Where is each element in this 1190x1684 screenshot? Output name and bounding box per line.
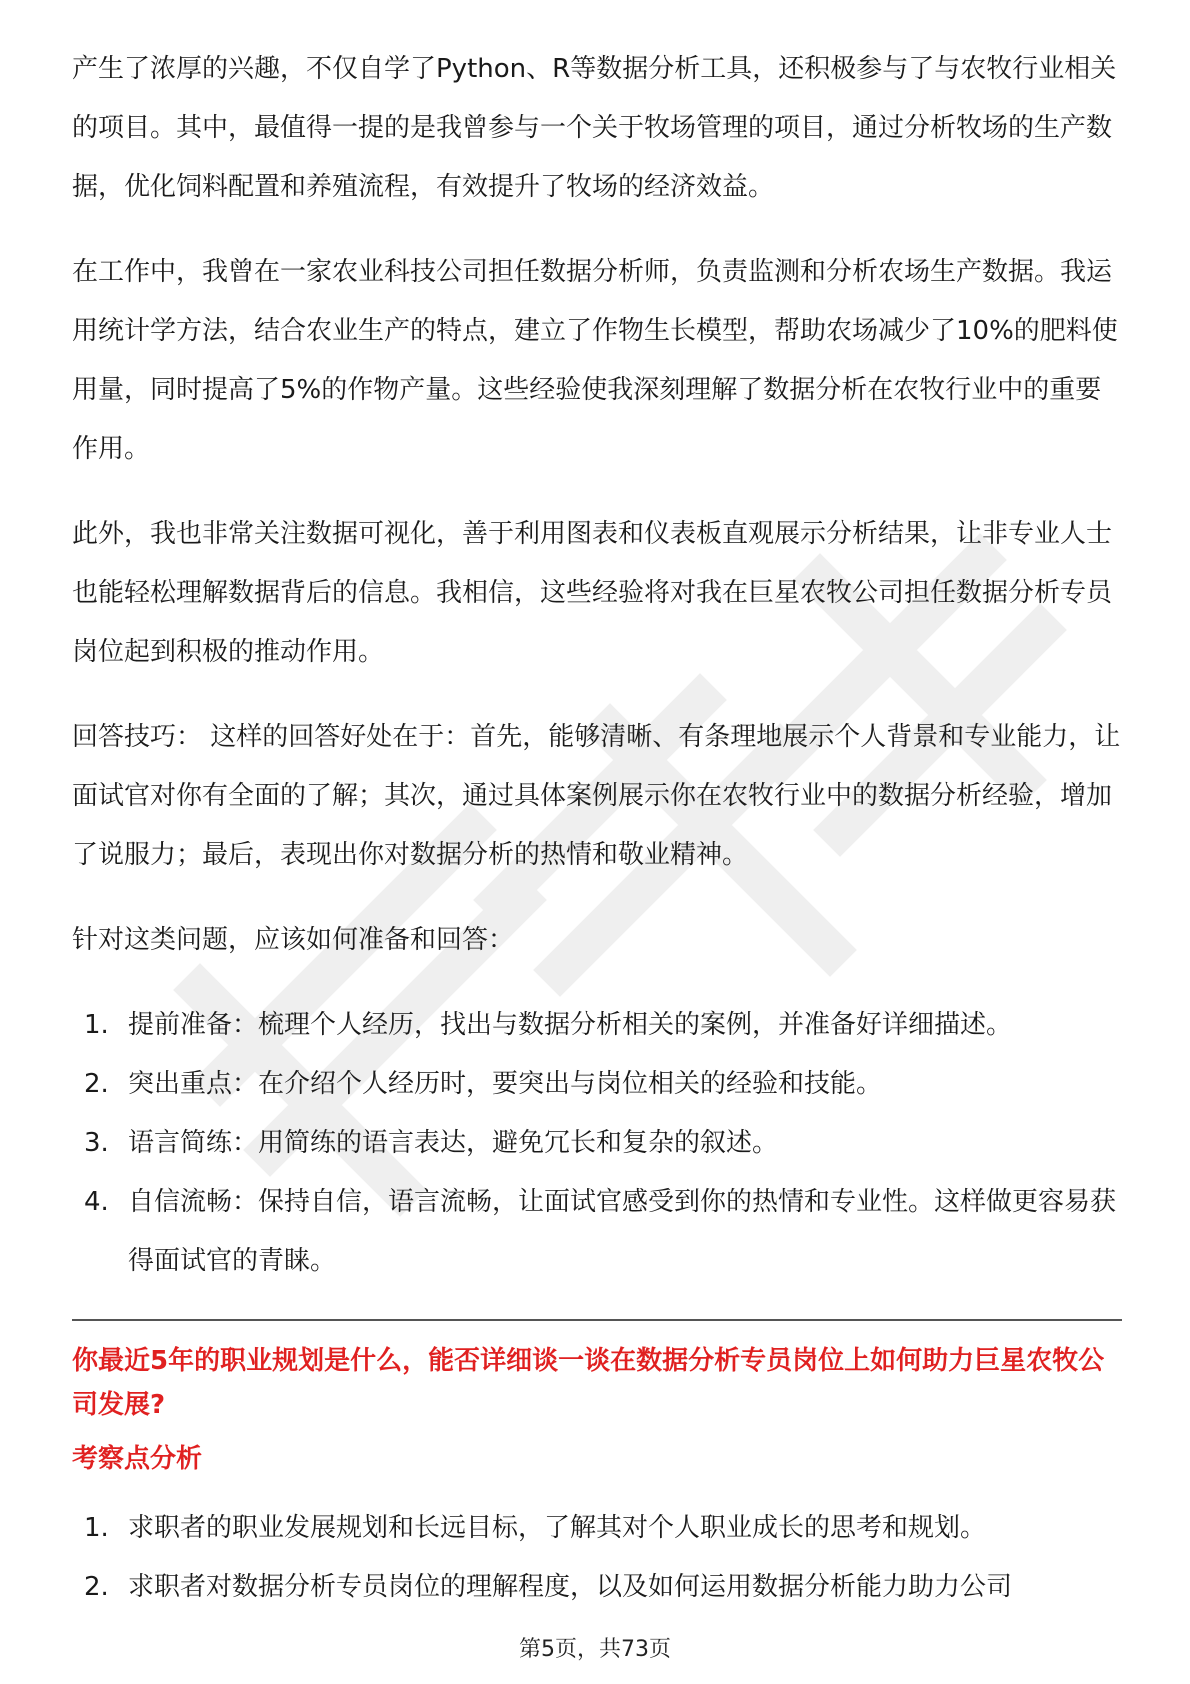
list-number: 2. — [84, 1572, 109, 1602]
list-item — [72, 1499, 1122, 1558]
content-column — [72, 40, 1122, 1645]
list-item-text: 求职者的职业发展规划和长远目标，了解其对个人职业成长的思考和规划。 — [128, 1513, 987, 1543]
list-item — [72, 996, 1122, 1055]
list-number: 1. — [84, 1010, 109, 1040]
body-paragraph: 产生了浓厚的兴趣，不仅自学了Python、R等数据分析工具，还积极参与了与农牧行业相关的项目。其中，最值得一提的是我曾参与一个关于牧场管理的项目，通过分析牧场的生产数据，优化饲料配置和养殖流程，有效提升了牧场的经济效益。 — [72, 54, 1117, 202]
list-item — [72, 1558, 1122, 1617]
list-number: 3. — [84, 1128, 109, 1158]
list-item-text: 突出重点：在介绍个人经历时，要突出与岗位相关的经验和技能。 — [128, 1069, 883, 1099]
list-number: 2. — [84, 1069, 109, 1099]
list-item — [72, 1114, 1122, 1173]
interview-question: 你最近5年的职业规划是什么，能否详细谈一谈在数据分析专员岗位上如何助力巨星农牧公司发展? — [72, 1346, 1105, 1420]
analysis-heading: 考察点分析 — [72, 1444, 203, 1474]
page-footer: 第5页，共73页 — [519, 1637, 671, 1662]
list-item-text: 提前准备：梳理个人经历，找出与数据分析相关的案例，并准备好详细描述。 — [128, 1010, 1013, 1040]
analysis-list — [72, 1499, 1122, 1617]
preparation-intro: 针对这类问题，应该如何准备和回答： — [72, 925, 515, 955]
list-item-text: 语言简练：用简练的语言表达，避免冗长和复杂的叙述。 — [128, 1128, 779, 1158]
list-item — [72, 1055, 1122, 1114]
list-number: 4. — [84, 1187, 109, 1217]
list-number: 1. — [84, 1513, 109, 1543]
section-divider — [72, 1319, 1122, 1321]
list-item — [72, 1173, 1122, 1291]
list-item-text: 求职者对数据分析专员岗位的理解程度，以及如何运用数据分析能力助力公司 — [128, 1572, 1013, 1602]
list-item-text: 自信流畅：保持自信，语言流畅，让面试官感受到你的热情和专业性。这样做更容易获得面试官的青睐。 — [128, 1187, 1117, 1276]
body-paragraph: 此外，我也非常关注数据可视化，善于利用图表和仪表板直观展示分析结果，让非专业人士也能轻松理解数据背后的信息。我相信，这些经验将对我在巨星农牧公司担任数据分析专员岗位起到积极的推动作用。 — [72, 519, 1113, 667]
answer-tips-paragraph: 回答技巧： 这样的回答好处在于：首先，能够清晰、有条理地展示个人背景和专业能力，让面试官对你有全面的了解；其次，通过具体案例展示你在农牧行业中的数据分析经验，增加了说服力；最后，表现出你对数据分析的热情和敬业精神。 — [72, 722, 1121, 870]
preparation-list — [72, 996, 1122, 1291]
body-paragraph: 在工作中，我曾在一家农业科技公司担任数据分析师，负责监测和分析农场生产数据。我运用统计学方法，结合农业生产的特点，建立了作物生长模型，帮助农场减少了10%的肥料使用量，同时提高了5%的作物产量。这些经验使我深刻理解了数据分析在农牧行业中的重要作用。 — [72, 257, 1118, 464]
